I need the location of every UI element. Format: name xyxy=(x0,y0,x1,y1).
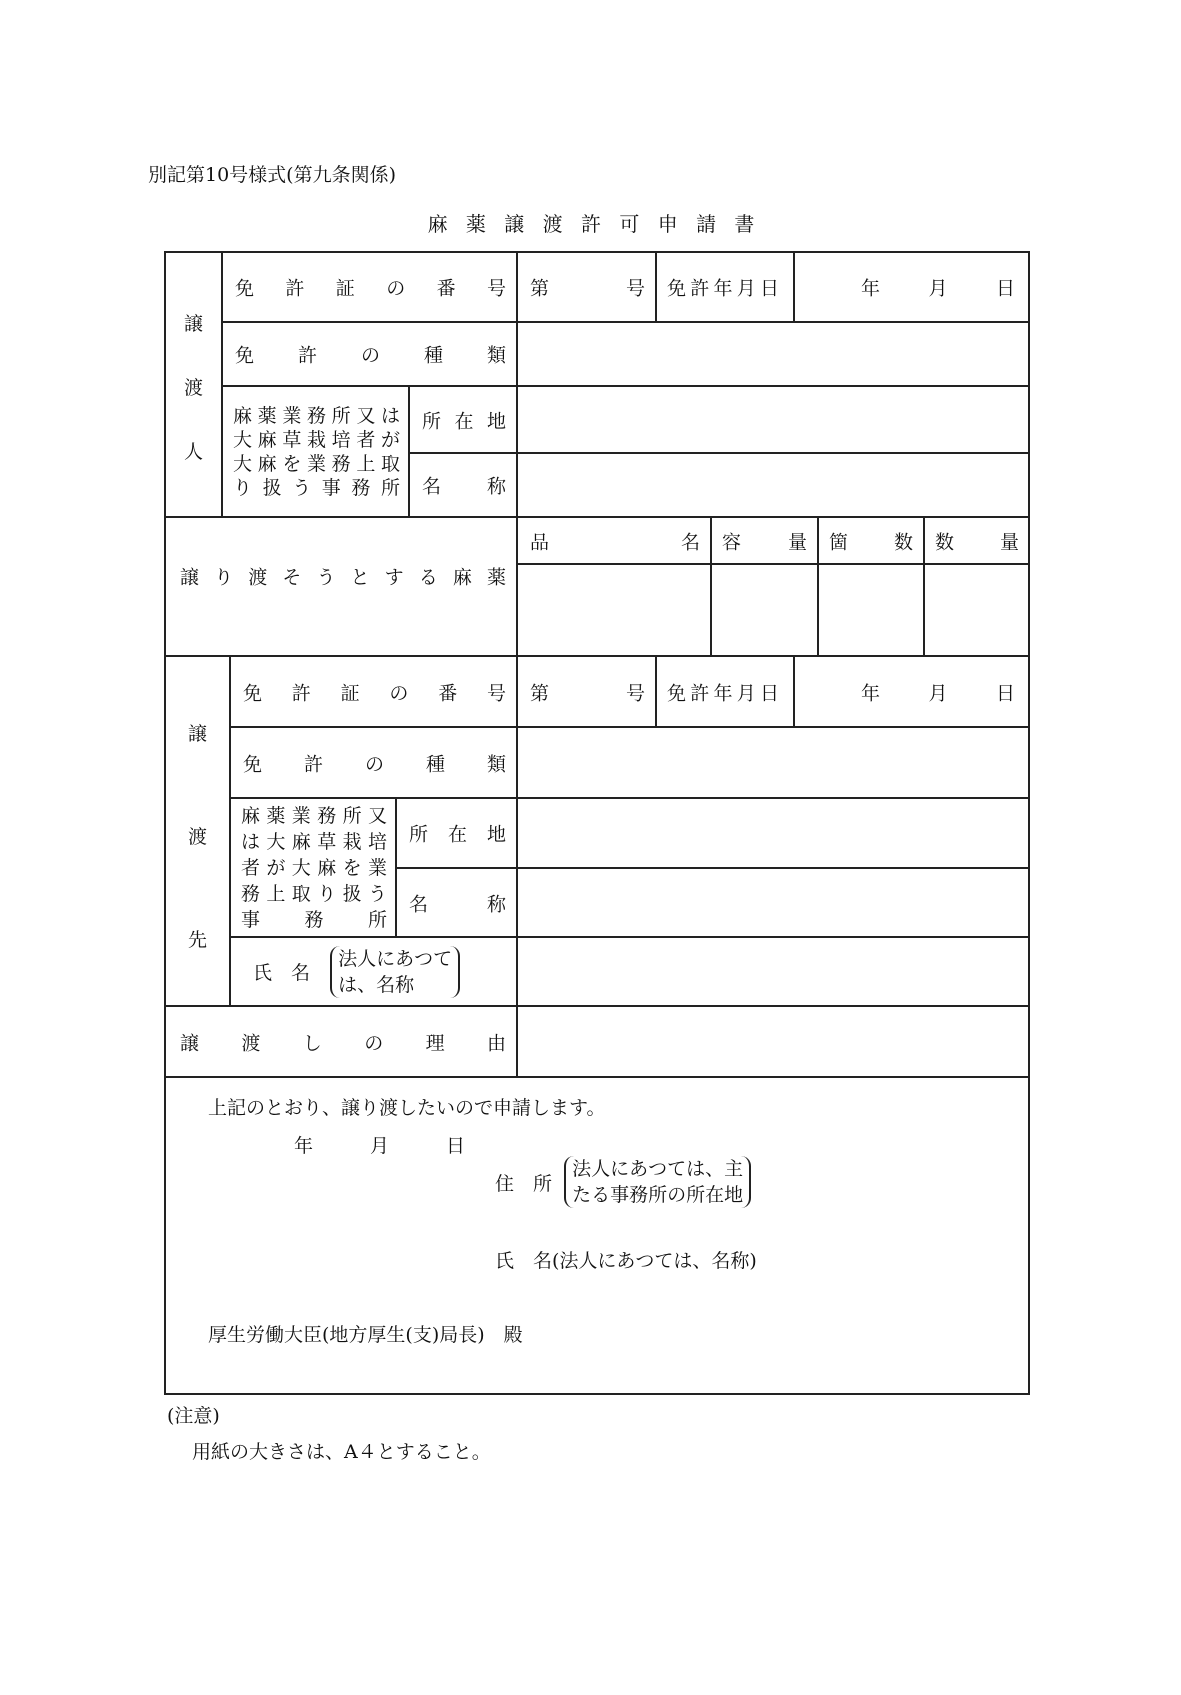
field-text: 第 号 xyxy=(530,682,645,704)
declaration-name-line[interactable]: 氏 名(法人にあつては、名称) xyxy=(495,1250,757,1272)
label-text: 免許証の番号 xyxy=(235,277,506,300)
label-line: 務上取り扱う xyxy=(241,882,387,905)
column-header: 箇 数 xyxy=(829,531,913,553)
transferee-license-type-label xyxy=(229,726,516,797)
narcotics-col-capacity xyxy=(710,516,817,563)
transferor-label xyxy=(164,251,221,516)
transferee-location-label xyxy=(395,797,516,867)
transferee-person-label xyxy=(229,936,516,1005)
field-text: 年 月 日 xyxy=(861,277,1015,300)
transferor-label-char: 譲 xyxy=(183,313,203,335)
label-line: は大麻草栽培 xyxy=(241,830,387,853)
transferee-license-number-label xyxy=(229,655,516,726)
transferee-license-number-field[interactable] xyxy=(516,655,655,726)
narcotics-name-field[interactable] xyxy=(516,563,710,655)
note-line: は、名称 xyxy=(338,973,415,996)
label-text: 所在地 xyxy=(409,823,506,846)
narcotics-quantity-field[interactable] xyxy=(923,563,1029,655)
label-text: 譲り渡そうとする麻薬 xyxy=(180,566,506,589)
narcotics-col-quantity xyxy=(923,516,1029,563)
reason-label xyxy=(164,1005,516,1076)
narcotics-col-name xyxy=(516,516,710,563)
note-line: 法人にあつては、主 xyxy=(572,1158,744,1180)
label-line: 者が大麻を業 xyxy=(241,856,387,879)
column-header: 品 名 xyxy=(530,531,700,553)
column-header: 容 量 xyxy=(722,531,807,553)
transferee-license-type-field[interactable] xyxy=(516,726,1029,797)
person-note xyxy=(330,946,460,998)
transferor-name-field[interactable] xyxy=(516,452,1029,516)
label-line: 事 務 所 xyxy=(241,908,387,931)
label-line: 麻薬業務所又は xyxy=(233,404,400,427)
label-text: 譲渡しの理由 xyxy=(180,1032,506,1054)
label-line: り扱う事務所 xyxy=(233,476,400,499)
transferee-name-field[interactable] xyxy=(516,867,1029,936)
label-text: 名 称 xyxy=(422,475,506,498)
field-text: 第 号 xyxy=(530,277,645,300)
notes-heading: (注意) xyxy=(167,1405,220,1427)
transferor-office-label xyxy=(221,385,408,516)
label-text: 氏 名 xyxy=(253,962,311,984)
transferee-label-char: 先 xyxy=(187,929,207,951)
address-note xyxy=(564,1156,751,1208)
transferee-license-date-label xyxy=(655,655,793,726)
notes-text: 用紙の大きさは、A４とすること。 xyxy=(192,1441,491,1463)
label-text: 免許の種類 xyxy=(243,753,506,775)
transferee-location-field[interactable] xyxy=(516,797,1029,867)
transferor-label-char: 渡 xyxy=(183,377,203,399)
transferor-license-number-field[interactable] xyxy=(516,251,655,321)
page-title: 麻 薬 譲 渡 許 可 申 請 書 xyxy=(427,212,761,236)
narcotics-label xyxy=(164,516,516,655)
transferor-license-type-field[interactable] xyxy=(516,321,1029,385)
label-line: 大麻草栽培者が xyxy=(233,428,400,451)
label-text: 免許証の番号 xyxy=(243,682,506,704)
transferee-license-date-field[interactable] xyxy=(793,655,1029,726)
label-text: 免許年月日 xyxy=(667,277,779,300)
declaration-date-field[interactable]: 年 月 日 xyxy=(294,1135,466,1157)
transferor-location-label xyxy=(408,385,516,452)
field-text: 年 月 日 xyxy=(861,682,1015,704)
transferee-label-char: 譲 xyxy=(187,723,207,745)
declaration-statement: 上記のとおり、譲り渡したいので申請します。 xyxy=(208,1097,606,1119)
transferor-license-type-label xyxy=(221,321,516,385)
label-text: 所在地 xyxy=(422,410,506,432)
declaration-address[interactable] xyxy=(495,1156,751,1208)
narcotics-capacity-field[interactable] xyxy=(710,563,817,655)
note-line: たる事務所の所在地 xyxy=(572,1184,744,1206)
address-label: 住 所 xyxy=(495,1172,553,1195)
label-text: 免許年月日 xyxy=(667,682,779,704)
addressee: 厚生労働大臣(地方厚生(支)局長) 殿 xyxy=(208,1324,523,1346)
transferor-license-date-label xyxy=(655,251,793,321)
reason-field[interactable] xyxy=(516,1005,1029,1076)
narcotics-count-field[interactable] xyxy=(817,563,923,655)
label-line: 麻薬業務所又 xyxy=(241,804,387,827)
label-line: 大麻を業務上取 xyxy=(233,452,400,475)
transferor-name-label xyxy=(408,452,516,516)
transferor-license-date-field[interactable] xyxy=(793,251,1029,321)
narcotics-col-count xyxy=(817,516,923,563)
transferee-name-label xyxy=(395,867,516,936)
column-header: 数 量 xyxy=(935,531,1019,553)
transferee-office-label xyxy=(229,797,395,936)
transferee-person-field[interactable] xyxy=(516,936,1029,1005)
label-text: 名 称 xyxy=(409,893,506,915)
transferor-license-number-label xyxy=(221,251,516,321)
transferee-label-char: 渡 xyxy=(187,826,207,848)
transferor-label-char: 人 xyxy=(183,441,203,463)
note-line: 法人にあつて xyxy=(338,947,453,970)
label-text: 免許の種類 xyxy=(235,344,506,367)
transferor-location-field[interactable] xyxy=(516,385,1029,452)
form-number: 別記第10号様式(第九条関係) xyxy=(148,164,397,186)
